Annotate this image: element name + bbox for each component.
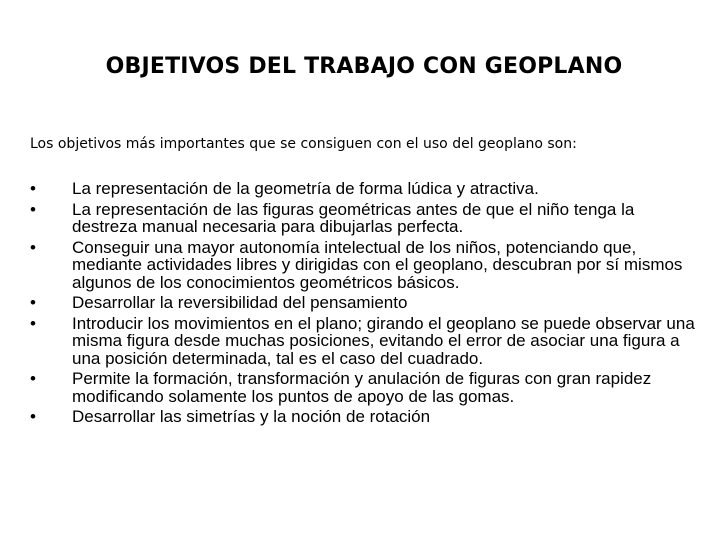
list-item (30, 201, 700, 236)
list-item (30, 408, 700, 426)
list-item-text: Introducir los movimientos en el plano; girando el geoplano se puede observar una misma figura desde muchas posiciones, evitando el error de asociar una figura a una posición determinada, tal es el caso del cuadrado. (72, 313, 695, 368)
list-item (30, 180, 700, 198)
list-item (30, 239, 700, 292)
list-item (30, 294, 700, 312)
bullet-icon: • (30, 179, 36, 198)
bullet-icon: • (30, 237, 36, 257)
list-item-text: La representación de las figuras geométricas antes de que el niño tenga la destreza manual necesaria para dibujarlas perfecta. (72, 199, 635, 236)
list-item (30, 370, 700, 405)
intro-text: Los objetivos más importantes que se consiguen con el uso del geoplano son: (30, 136, 577, 152)
bullet-icon: • (30, 313, 36, 333)
bullet-icon: • (30, 369, 36, 388)
list-item (30, 315, 700, 368)
list-item-text: Desarrollar las simetrías y la noción de rotación (72, 407, 431, 426)
list-item-text: Permite la formación, transformación y anulación de figuras con gran rapidez modificando solamente los puntos de apoyo de las gomas. (72, 369, 652, 406)
list-item-text: Conseguir una mayor autonomía intelectual de los niños, potenciando que, mediante actividades libres y dirigidas con el geoplano, descubran por sí mismos algunos de los conocimientos geométricos básicos. (72, 237, 683, 292)
list-item-text: Desarrollar la reversibilidad del pensamiento (72, 293, 408, 312)
bullet-icon: • (30, 407, 36, 426)
objectives-list (30, 180, 700, 429)
bullet-icon: • (30, 293, 36, 312)
bullet-icon: • (30, 199, 36, 219)
slide-title: OBJETIVOS DEL TRABAJO CON GEOPLANO (105, 54, 623, 79)
list-item-text: La representación de la geometría de forma lúdica y atractiva. (72, 179, 539, 198)
